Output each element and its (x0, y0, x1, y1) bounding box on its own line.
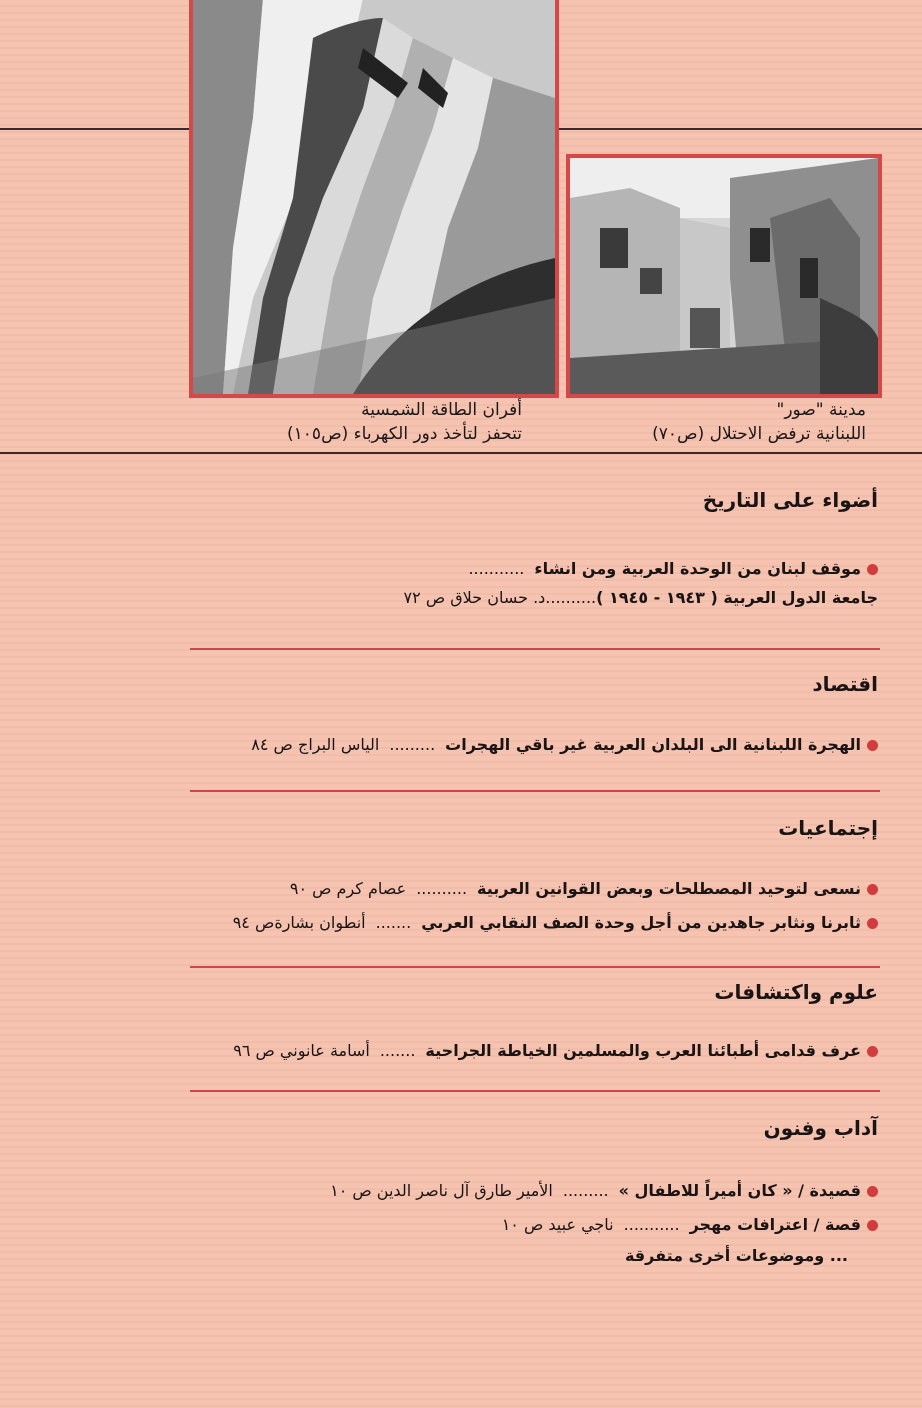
entry-author: عصام كرم ص ٩٠ (289, 879, 407, 898)
section-title-history: أضواء على التاريخ (702, 488, 878, 512)
leader-dots: ....... (375, 913, 412, 932)
tyre-caption (580, 398, 866, 446)
bullet-icon (867, 918, 878, 929)
bullet-icon (867, 564, 878, 575)
tyre-city-image (570, 158, 878, 394)
section-title-social: إجتماعيات (778, 816, 878, 840)
entry-title: ثابرنا ونثابر جاهدين من أجل وحدة الصف النقابي العربي (421, 913, 861, 932)
toc-entry[interactable] (48, 556, 878, 582)
entry-title: عرف قدامى أطبائنا العرب والمسلمين الخياطة الجراحية (425, 1041, 861, 1060)
tyre-city-photo (566, 154, 882, 398)
section-divider (190, 1090, 880, 1092)
solar-caption-line1: أفران الطاقة الشمسية (361, 400, 522, 420)
entry-author: أسامة عانوني ص ٩٦ (233, 1041, 370, 1060)
tyre-caption-line1: مدينة "صور" (776, 400, 866, 420)
toc-entry[interactable] (48, 910, 878, 936)
entry-title-cont: جامعة الدول العربية ( ١٩٤٣ - ١٩٤٥ ) (596, 588, 878, 607)
entry-title: قصة / اعترافات مهجر (689, 1215, 861, 1234)
footer-note: ... وموضوعات أخرى متفرقة (624, 1246, 848, 1265)
entry-author: الأمير طارق آل ناصر الدين ص ١٠ (330, 1181, 553, 1200)
section-divider (190, 966, 880, 968)
leader-dots: .......... (416, 879, 468, 898)
solar-caption-line2: تتحفز لتأخذ دور الكهرباء (ص١٠٥) (287, 424, 522, 444)
toc-entry[interactable] (48, 732, 878, 758)
leader-dots: ........... (623, 1215, 680, 1234)
solar-furnace-photo (189, 0, 559, 398)
solar-furnace-image (193, 0, 555, 394)
bullet-icon (867, 1186, 878, 1197)
entry-author: أنطوان بشارةص ٩٤ (232, 913, 366, 932)
toc-entry[interactable] (48, 1038, 878, 1064)
solar-caption (210, 398, 522, 446)
leader-dots: ....... (379, 1041, 416, 1060)
entry-author: الياس البراج ص ٨٤ (251, 735, 380, 754)
entry-author: ناجي عبيد ص ١٠ (501, 1215, 614, 1234)
tyre-caption-line2: اللبنانية ترفض الاحتلال (ص٧٠) (652, 424, 866, 444)
entry-title: موقف لبنان من الوحدة العربية ومن انشاء (534, 559, 861, 578)
section-divider (190, 790, 880, 792)
header-bottom-rule (0, 452, 922, 454)
leader-dots: ........... (468, 559, 525, 578)
toc-entry[interactable] (48, 876, 878, 902)
bullet-icon (867, 1046, 878, 1057)
bullet-icon (867, 884, 878, 895)
toc-entry[interactable] (48, 1212, 878, 1238)
bullet-icon (867, 740, 878, 751)
section-divider (190, 648, 880, 650)
toc-entry-continuation[interactable] (404, 588, 878, 607)
leader-dots: ......... (562, 1181, 609, 1200)
bullet-icon (867, 1220, 878, 1231)
entry-title: الهجرة اللبنانية الى البلدان العربية غير باقي الهجرات (445, 735, 861, 754)
entry-author: د. حسان حلاق ص ٧٢ (403, 588, 546, 607)
leader-dots: .......... (545, 588, 597, 607)
toc-entry[interactable] (48, 1178, 878, 1204)
entry-title: قصيدة / « كان أميراً للاطفال » (618, 1181, 861, 1200)
section-title-science: علوم واكتشافات (714, 980, 878, 1004)
section-title-economy: اقتصاد (812, 672, 878, 696)
leader-dots: ......... (389, 735, 436, 754)
section-title-arts: آداب وفنون (763, 1116, 878, 1140)
entry-title: نسعى لتوحيد المصطلحات وبعض القوانين العربية (477, 879, 861, 898)
